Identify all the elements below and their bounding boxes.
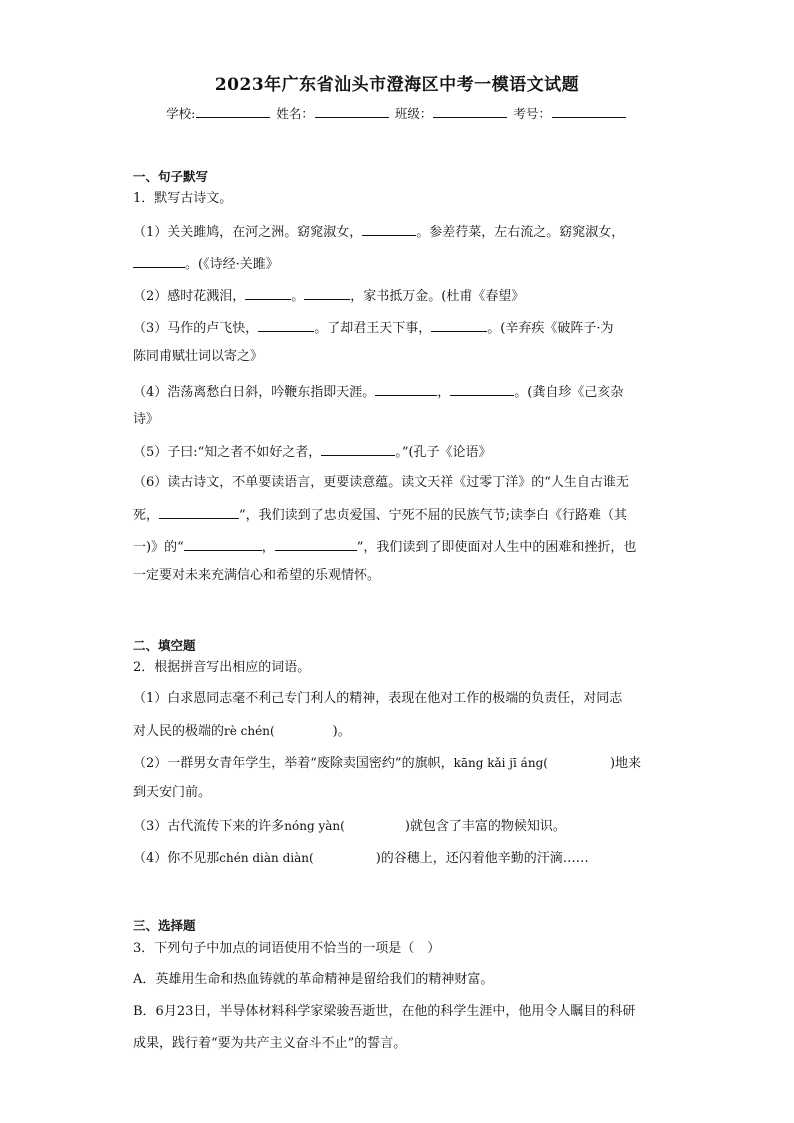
answer-blank[interactable] xyxy=(258,318,314,332)
name-label: 姓名： xyxy=(276,106,314,121)
text-fragment: 对人民的极端的 xyxy=(133,724,225,739)
text-fragment: 。(辛弃疾《破阵子·为 xyxy=(487,321,614,336)
question-1-line: （6）读古诗文，不单要读语言，更要读意蕴。读文天祥《过零丁洋》的“人生自古谁无 xyxy=(133,475,629,490)
question-2-line xyxy=(133,722,663,741)
pinyin-text: kāng kǎi jī áng( xyxy=(453,756,548,770)
school-label: 学校: xyxy=(166,106,196,121)
question-2-line: （1）白求恩同志毫不利己专门利人的精神，表现在他对工作的极端的负责任，对同志 xyxy=(133,691,623,706)
text-fragment: （3）马作的卢飞快， xyxy=(133,321,259,336)
text-fragment: （5）子曰:“知之者不如好之者， xyxy=(133,445,322,460)
question-1-line xyxy=(133,442,663,462)
class-label: 班级： xyxy=(394,106,433,121)
section-heading-2: 二、填空题 xyxy=(133,638,196,653)
pinyin-text: chén diàn diàn( xyxy=(219,851,314,865)
answer-blank[interactable] xyxy=(321,442,395,456)
text-fragment: ， xyxy=(261,540,275,555)
text-fragment: 。参差荇菜，左右流之。窈窕淑女， xyxy=(416,225,625,240)
text-fragment: （2）一群男女青年学生，举着“废除卖国密约”的旗帜， xyxy=(133,756,454,771)
text-fragment: 。了却君王天下事， xyxy=(314,321,432,336)
text-fragment: 一)》的“ xyxy=(133,540,184,555)
question-1-line xyxy=(133,254,663,274)
answer-blank[interactable] xyxy=(362,222,416,236)
text-fragment: )就包含了丰富的物候知识。 xyxy=(404,819,566,834)
option-b-continued: 成果，践行着“要为共产主义奋斗不止”的誓言。 xyxy=(133,1036,407,1051)
text-fragment: 。 xyxy=(291,289,305,304)
answer-blank[interactable] xyxy=(275,537,357,551)
question-1-line xyxy=(133,537,663,557)
text-fragment: ， xyxy=(437,385,451,400)
text-fragment: （3）古代流传下来的许多 xyxy=(133,819,285,834)
text-fragment: （4）你不见那 xyxy=(133,851,220,866)
pinyin-text: nóng yàn( xyxy=(284,819,345,833)
name-blank[interactable] xyxy=(315,105,389,118)
answer-blank[interactable] xyxy=(184,537,262,551)
answer-blank[interactable] xyxy=(431,318,487,332)
text-fragment: （2）感时花溅泪， xyxy=(133,289,246,304)
text-fragment: )地来 xyxy=(609,756,642,771)
answer-blank[interactable] xyxy=(245,286,291,300)
class-blank[interactable] xyxy=(433,105,507,118)
text-fragment: ”，我们读到了忠贞爱国、宁死不屈的民族气节;读李白《行路难（其 xyxy=(239,508,628,523)
question-1-line: 陈同甫赋壮词以寄之》 xyxy=(133,349,264,364)
section-heading-1: 一、句子默写 xyxy=(133,169,209,184)
section-heading-3: 三、选择题 xyxy=(133,918,196,933)
question-2-line: 到天安门前。 xyxy=(133,785,212,800)
answer-blank[interactable] xyxy=(304,286,350,300)
question-1-line xyxy=(133,222,663,242)
text-fragment: 。”(孔子《论语》 xyxy=(395,445,492,460)
text-fragment: ，家书抵万金。(杜甫《春望》 xyxy=(350,289,525,304)
question-1-stem: 1．默写古诗文。 xyxy=(133,191,233,206)
question-2-stem: 2．根据拼音写出相应的词语。 xyxy=(133,660,311,675)
option-a[interactable]: A．英雄用生命和热血铸就的革命精神是留给我们的精神财富。 xyxy=(133,972,494,987)
school-blank[interactable] xyxy=(196,105,270,118)
answer-blank[interactable] xyxy=(375,382,437,396)
answer-blank[interactable] xyxy=(133,254,185,268)
question-1-line: 一定要对未来充满信心和希望的乐观情怀。 xyxy=(133,568,381,583)
question-2-line xyxy=(133,754,663,773)
exam-number-blank[interactable] xyxy=(552,105,626,118)
page-title: 2023年广东省汕头市澄海区中考一模语文试题 xyxy=(214,75,580,95)
option-b[interactable]: B．6月23日，半导体材料科学家梁骏吾逝世，在他的科学生涯中，他用令人瞩目的科研 xyxy=(133,1004,636,1019)
question-1-line xyxy=(133,318,663,338)
text-fragment: 。(龚自珍《己亥杂 xyxy=(514,385,624,400)
text-fragment: )。 xyxy=(332,724,351,739)
text-fragment: （4）浩荡离愁白日斜，吟鞭东指即天涯。 xyxy=(133,385,376,400)
student-info-line xyxy=(0,104,794,122)
pinyin-text: rè chén( xyxy=(224,724,275,738)
question-1-line xyxy=(133,382,663,402)
question-1-line xyxy=(133,286,663,306)
question-2-line xyxy=(133,817,663,836)
text-fragment: （1）关关雎鸠，在河之洲。窈窕淑女， xyxy=(133,225,363,240)
text-fragment: 。(《诗经·关雎》 xyxy=(185,257,279,272)
text-fragment: ”，我们读到了即使面对人生中的困难和挫折，也 xyxy=(356,540,637,555)
answer-blank[interactable] xyxy=(159,505,239,519)
text-fragment: )的谷穗上，还闪着他辛勤的汗滴…… xyxy=(375,851,589,866)
question-1-line xyxy=(133,505,663,525)
answer-blank[interactable] xyxy=(450,382,514,396)
question-1-line: 诗》 xyxy=(133,412,160,427)
question-2-line xyxy=(133,849,663,868)
text-fragment: 死， xyxy=(133,508,160,523)
question-3-stem: 3．下列句子中加点的词语使用不恰当的一项是（ ） xyxy=(133,941,441,956)
exam-number-label: 考号： xyxy=(513,106,551,121)
